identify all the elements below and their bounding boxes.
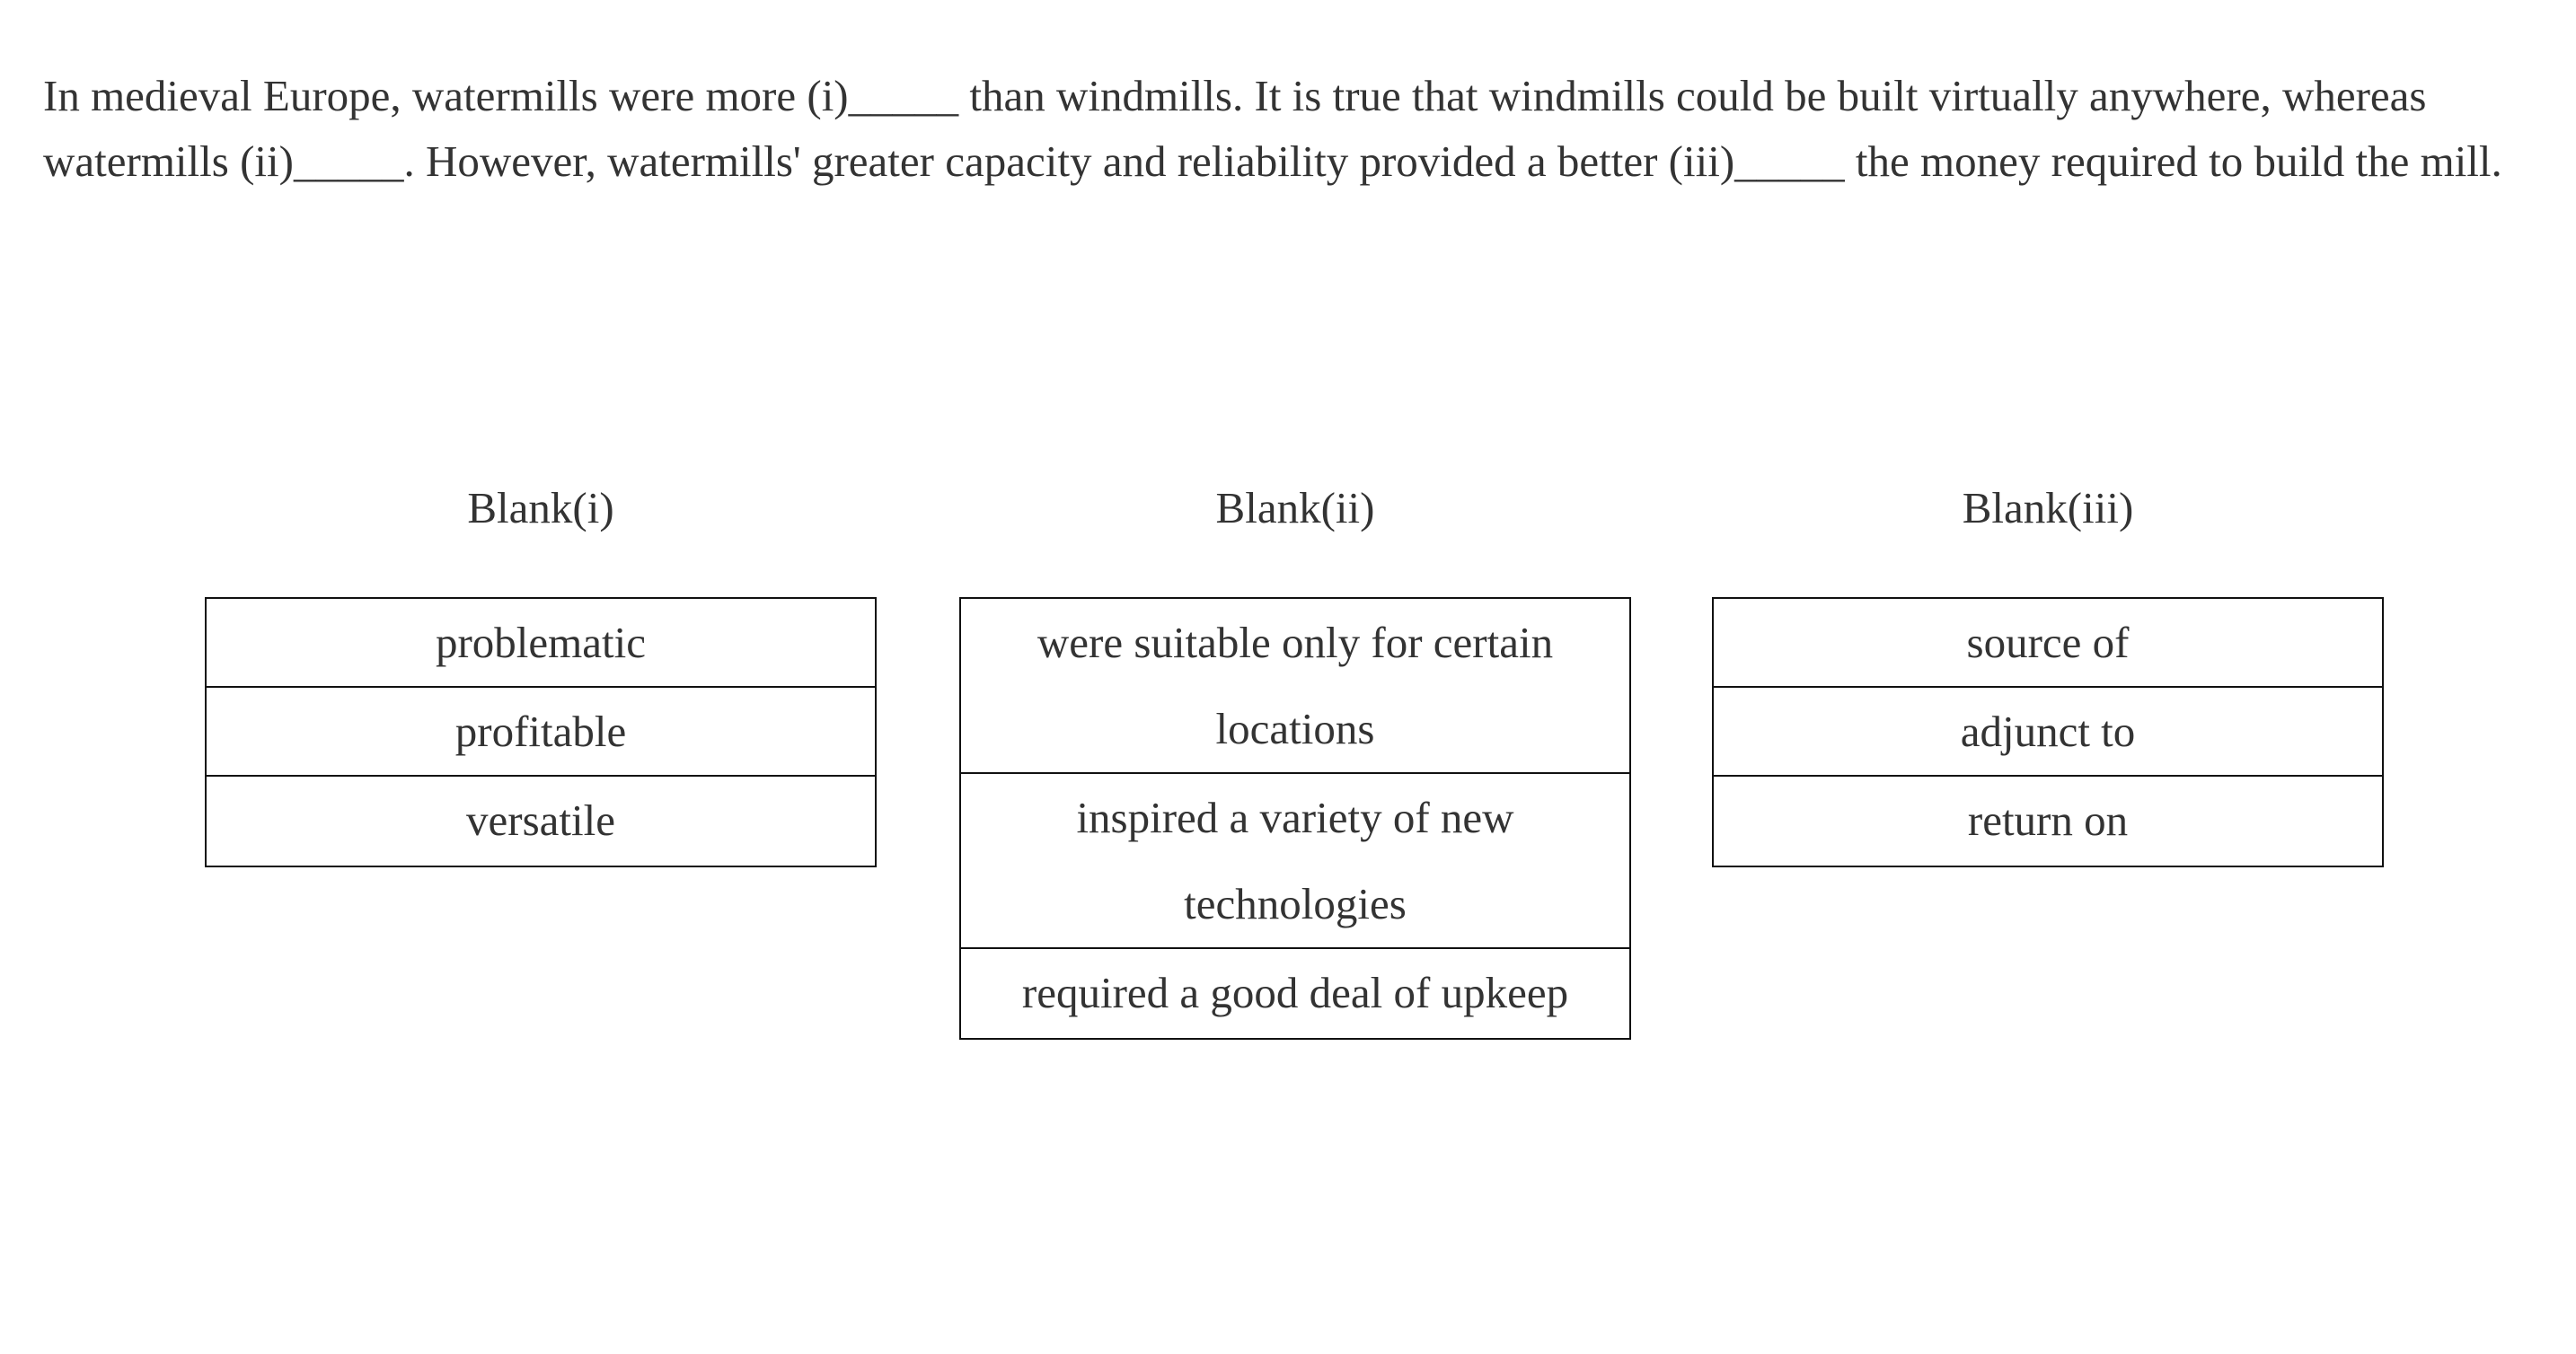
option-inspired-new-technologies[interactable]: inspired a variety of new technologies — [961, 774, 1629, 949]
option-versatile[interactable]: versatile — [466, 796, 615, 845]
blank-iii-options — [1712, 597, 2384, 867]
blank-ii-heading: Blank(ii) — [1215, 483, 1375, 532]
blank-i-column — [205, 476, 877, 845]
question-passage: In medieval Europe, watermills were more (i)_____ than windmills. It is true that windmills could be built virtually anywhere, whereas watermills (ii)_____. However, watermills' greater capacity and reliability provided a better (iii)_____ the money required to build the mill. — [43, 71, 2502, 186]
option-adjunct-to[interactable]: adjunct to — [1714, 688, 2382, 777]
blank-i-options — [205, 597, 877, 867]
option-profitable[interactable]: profitable — [207, 688, 875, 777]
option-suitable-certain-locations[interactable]: were suitable only for certain locations — [961, 599, 1629, 774]
blank-iii-heading: Blank(iii) — [1962, 483, 2134, 532]
blank-iii-column — [1712, 476, 2384, 845]
blank-i-heading: Blank(i) — [467, 483, 614, 532]
option-required-upkeep[interactable]: required a good deal of upkeep — [1021, 968, 1569, 1017]
option-problematic[interactable]: problematic — [207, 599, 875, 688]
option-return-on[interactable]: return on — [1967, 796, 2129, 845]
option-source-of[interactable]: source of — [1714, 599, 2382, 688]
blank-ii-column — [959, 476, 1631, 1017]
blank-ii-options — [959, 597, 1631, 1040]
